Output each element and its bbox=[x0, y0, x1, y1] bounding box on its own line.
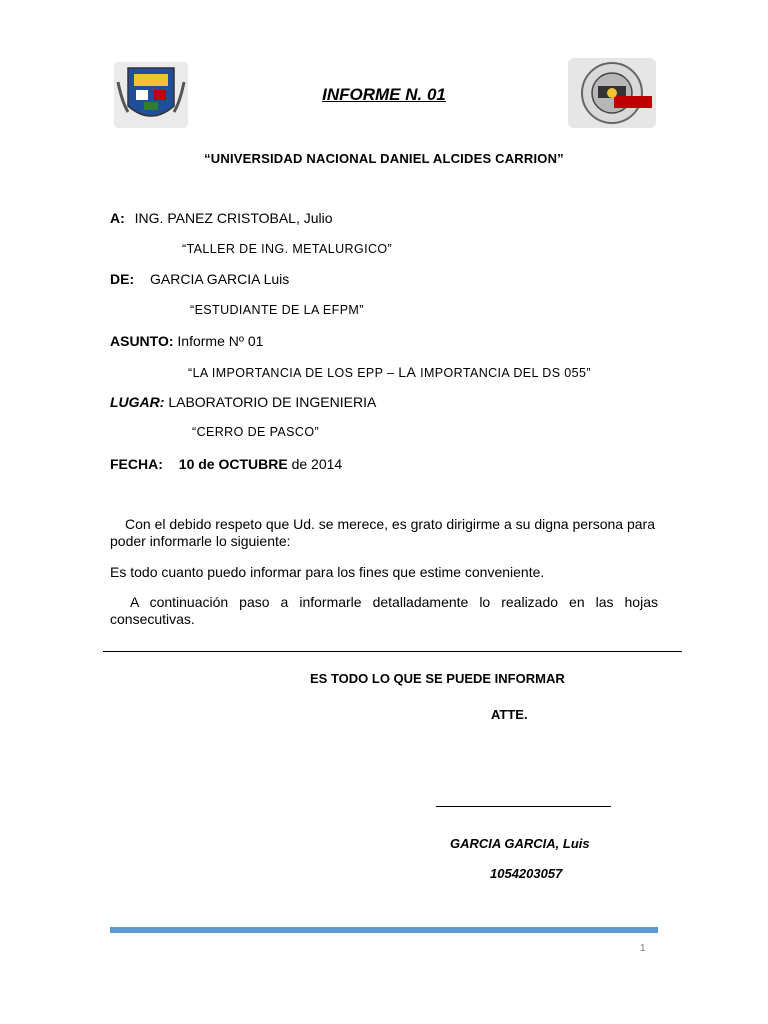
subject-label: ASUNTO: bbox=[110, 333, 174, 349]
subject-description-part-2: LA bbox=[398, 364, 417, 380]
subject-value: Informe Nº 01 bbox=[177, 333, 264, 349]
sender-role: “ESTUDIANTE DE LA EFPM” bbox=[190, 303, 364, 317]
signature-name: GARCIA GARCIA, Luis bbox=[450, 836, 590, 851]
page-number: 1 bbox=[640, 943, 646, 954]
university-name: “UNIVERSIDAD NACIONAL DANIEL ALCIDES CARRION” bbox=[204, 151, 564, 166]
recipient-department: “TALLER DE ING. METALURGICO” bbox=[182, 242, 393, 256]
place-value: LABORATORIO DE INGENIERIA bbox=[168, 394, 377, 410]
subject-description-part-3: IMPORTANCIA DEL DS 055” bbox=[416, 366, 591, 380]
sender-row bbox=[110, 271, 289, 287]
closing-atte: ATTE. bbox=[491, 707, 528, 722]
place-label: LUGAR: bbox=[110, 394, 165, 410]
body-paragraph-3: A continuación paso a informarle detalladamente lo realizado en las hojas consecutivas. bbox=[110, 594, 658, 627]
place-city: “CERRO DE PASCO” bbox=[192, 425, 320, 439]
date-label: FECHA: bbox=[110, 456, 163, 472]
subject-description-part-1: “LA IMPORTANCIA DE LOS EPP – bbox=[188, 366, 399, 380]
footer-bar bbox=[110, 927, 658, 933]
date-year: de 2014 bbox=[287, 456, 343, 472]
recipient-value: ING. PANEZ CRISTOBAL, Julio bbox=[134, 210, 333, 226]
closing-statement: ES TODO LO QUE SE PUEDE INFORMAR bbox=[310, 671, 565, 686]
signature-student-code: 1054203057 bbox=[490, 866, 563, 881]
recipient-label: A: bbox=[110, 210, 125, 226]
sender-label: DE: bbox=[110, 271, 135, 287]
recipient-row bbox=[110, 210, 333, 226]
subject-row bbox=[110, 333, 263, 349]
sender-value: GARCIA GARCIA Luis bbox=[150, 271, 290, 287]
report-title: INFORME N. 01 bbox=[322, 85, 446, 104]
body-paragraph-2: Es todo cuanto puedo informar para los fines que estime conveniente. bbox=[110, 564, 545, 580]
signature-line bbox=[436, 806, 611, 807]
date-day-month: 10 de OCTUBRE bbox=[178, 456, 288, 472]
separator-line bbox=[103, 651, 682, 652]
place-row bbox=[110, 394, 376, 410]
subject-description bbox=[188, 364, 591, 380]
body-paragraph-1: Con el debido respeto que Ud. se merece, es grato dirigirme a su digna persona para poder informarle lo siguiente: bbox=[110, 516, 655, 549]
date-row bbox=[110, 456, 342, 472]
